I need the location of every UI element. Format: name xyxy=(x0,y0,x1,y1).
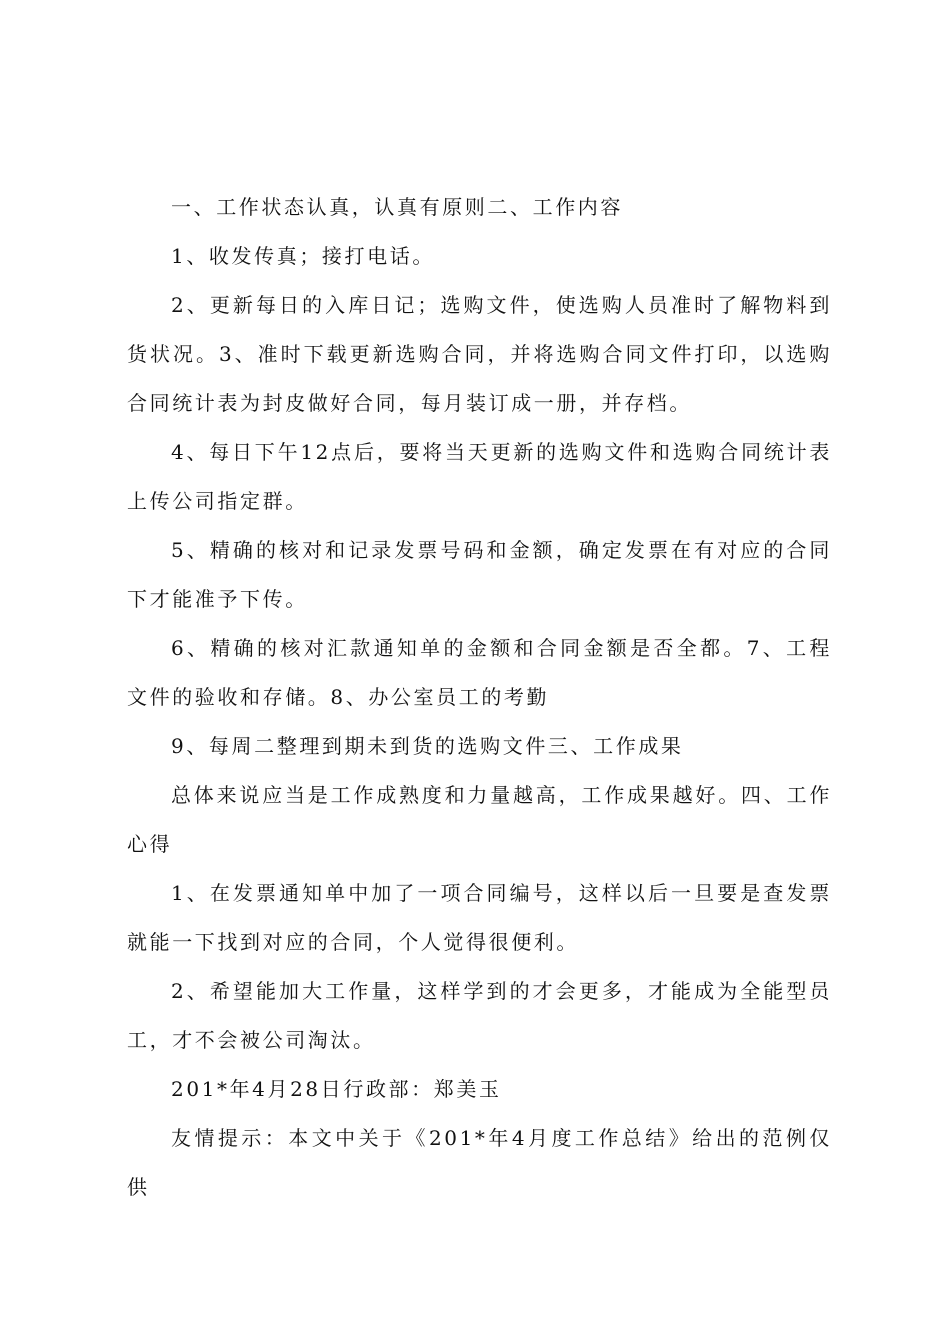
paragraph-insight-1: 1、在发票通知单中加了一项合同编号，这样以后一旦要是查发票就能一下找到对应的合同，个人觉得很便利。 xyxy=(127,881,832,954)
paragraph-section-heading: 一、工作状态认真，认真有原则二、工作内容 xyxy=(171,195,623,219)
paragraph-item-1: 1、收发传真；接打电话。 xyxy=(171,244,435,268)
paragraph-results: 总体来说应当是工作成熟度和力量越高，工作成果越好。四、工作心得 xyxy=(127,783,832,856)
paragraph-item-5: 5、精确的核对和记录发票号码和金额，确定发票在有对应的合同下才能准予下传。 xyxy=(127,538,832,611)
paragraph-insight-2: 2、希望能加大工作量，这样学到的才会更多，才能成为全能型员工，才不会被公司淘汰。 xyxy=(127,979,832,1052)
paragraph-item-6-8: 6、精确的核对汇款通知单的金额和合同金额是否全都。7、工程文件的验收和存储。8、办公室员工的考勤 xyxy=(127,636,832,709)
paragraph-item-2-3: 2、更新每日的入库日记；选购文件，使选购人员准时了解物料到货状况。3、准时下载更新选购合同，并将选购合同文件打印，以选购合同统计表为封皮做好合同，每月装订成一册，并存档。 xyxy=(127,293,832,415)
paragraph-date-signature: 201*年4月28日行政部：郑美玉 xyxy=(171,1077,502,1101)
document-body xyxy=(127,183,832,1212)
paragraph-item-9: 9、每周二整理到期未到货的选购文件三、工作成果 xyxy=(171,734,684,758)
paragraph-item-4: 4、每日下午12点后，要将当天更新的选购文件和选购合同统计表上传公司指定群。 xyxy=(127,440,832,513)
paragraph-friendly-tip: 友情提示：本文中关于《201*年4月度工作总结》给出的范例仅供 xyxy=(127,1126,832,1199)
